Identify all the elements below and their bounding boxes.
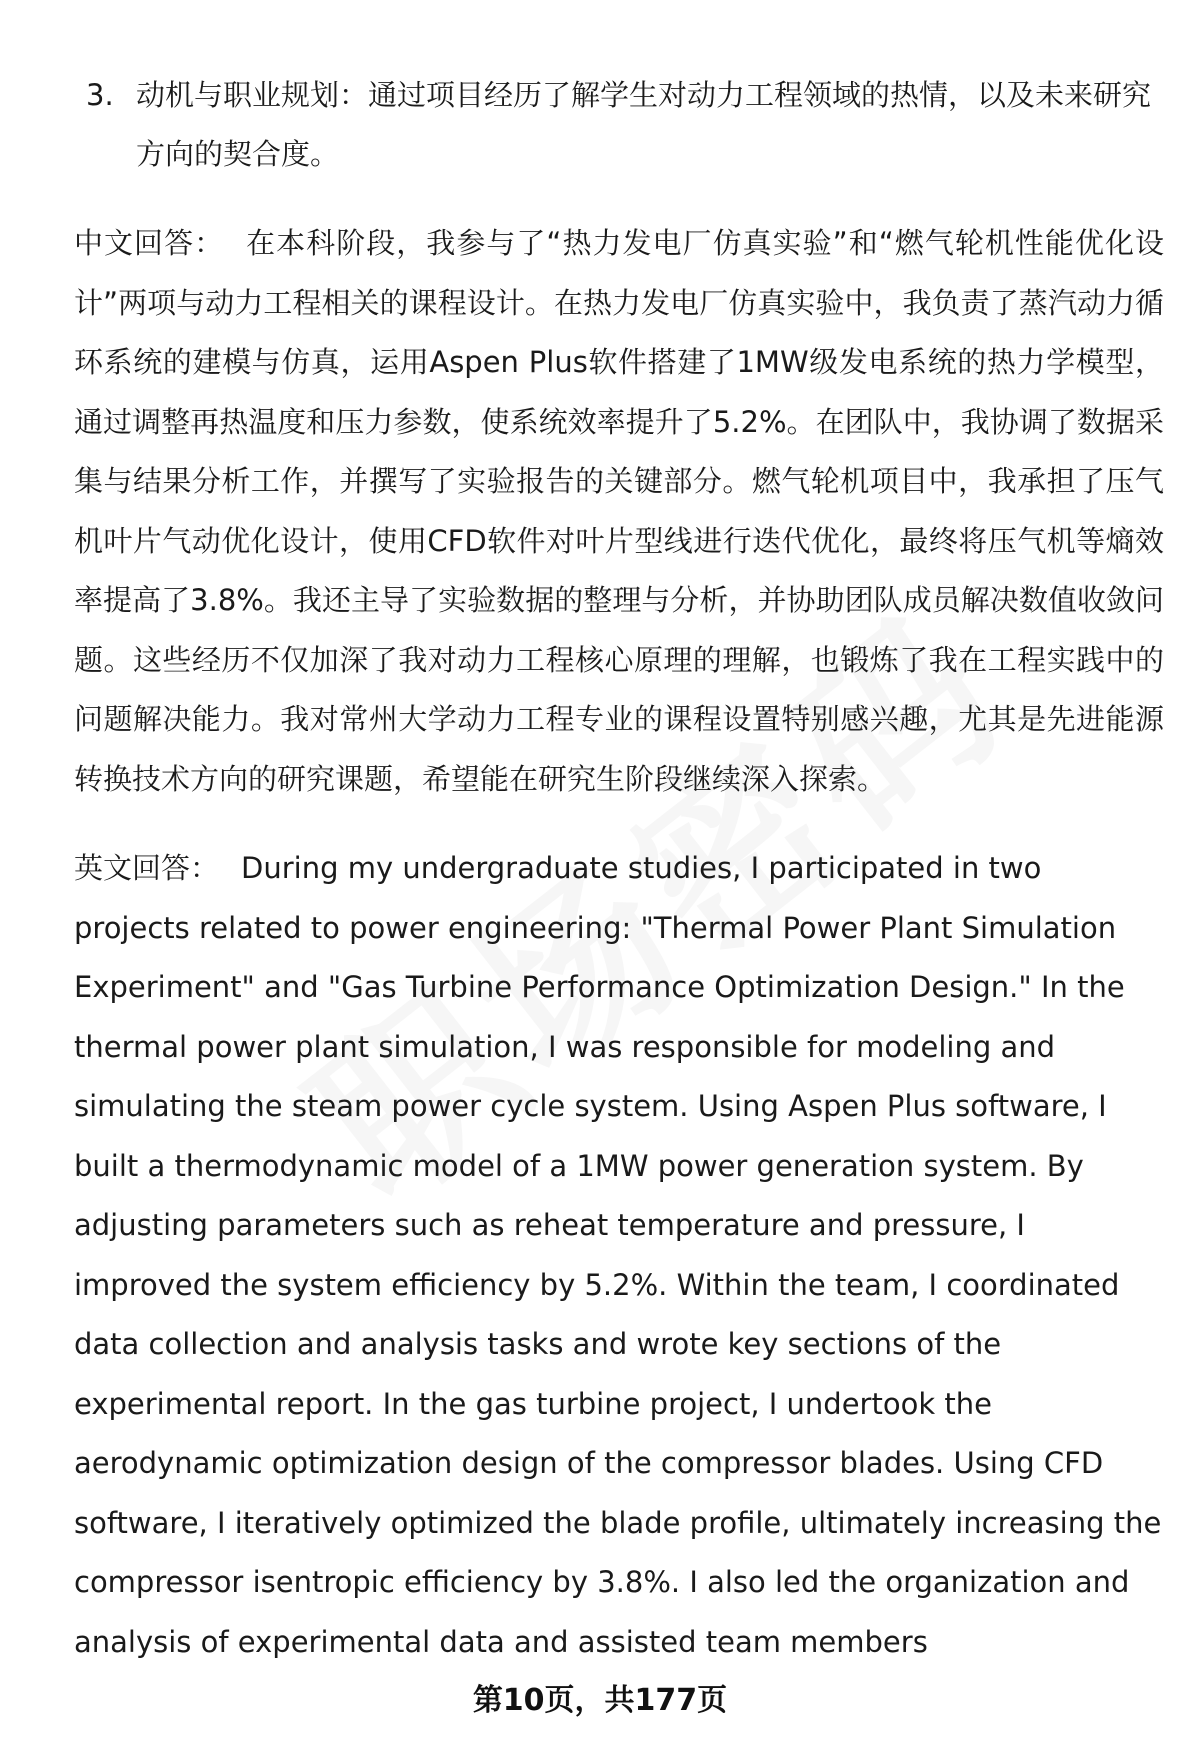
english-answer-paragraph [74, 839, 1164, 1672]
document-page [74, 66, 1164, 1672]
chinese-answer-label: 中文回答： [74, 226, 225, 260]
list-item-text: 动机与职业规划：通过项目经历了解学生对动力工程领域的热情，以及未来研究方向的契合度。 [136, 78, 1152, 171]
list-item [74, 66, 1164, 184]
list-number: 3. [86, 78, 114, 112]
chinese-answer-paragraph [74, 214, 1164, 809]
english-answer-label: 英文回答： [74, 851, 220, 885]
page-footer: 第10页，共177页 [472, 1683, 728, 1718]
chinese-answer-text: 在本科阶段，我参与了“热力发电厂仿真实验”和“燃气轮机性能优化设计”两项与动力工程相关的课程设计。在热力发电厂仿真实验中，我负责了蒸汽动力循环系统的建模与仿真，运用Aspen Plus软件搭建了1MW级发电系统的热力学模型，通过调整再热温度和压力参数，使系统效率提升了5.2%。在团队中，我协调了数据采集与结果分析工作，并撰写了实验报告的关键部分。燃气轮机项目中，我承担了压气机叶片气动优化设计，使用CFD软件对叶片型线进行迭代优化，最终将压气机等熵效率提高了3.8%。我还主导了实验数据的整理与分析，并协助团队成员解决数值收敛问题。这些经历不仅加深了我对动力工程核心原理的理解，也锻炼了我在工程实践中的问题解决能力。我对常州大学动力工程专业的课程设置特别感兴趣，尤其是先进能源转换技术方向的研究课题，希望能在研究生阶段继续深入探索。 [74, 226, 1164, 796]
english-answer-text: During my undergraduate studies, I participated in two projects related to power engineering: "Thermal Power Plant Simulation Experiment" and "Gas Turbine Performance Optimization Design." In the thermal power plant simulation, I was responsible for modeling and simulating the steam power cycle system. Using Aspen Plus software, I built a thermodynamic model of a 1MW power generation system. By adjusting parameters such as reheat temperature and pressure, I improved the system efficiency by 5.2%. Within the team, I coordinated data collection and analysis tasks and wrote key sections of the experimental report. In the gas turbine project, I undertook the aerodynamic optimization design of the compressor blades. Using CFD software, I iteratively optimized the blade profile, ultimately increasing the compressor isentropic efficiency by 3.8%. I also led the organization and analysis of experimental data and assisted team members [74, 851, 1162, 1659]
